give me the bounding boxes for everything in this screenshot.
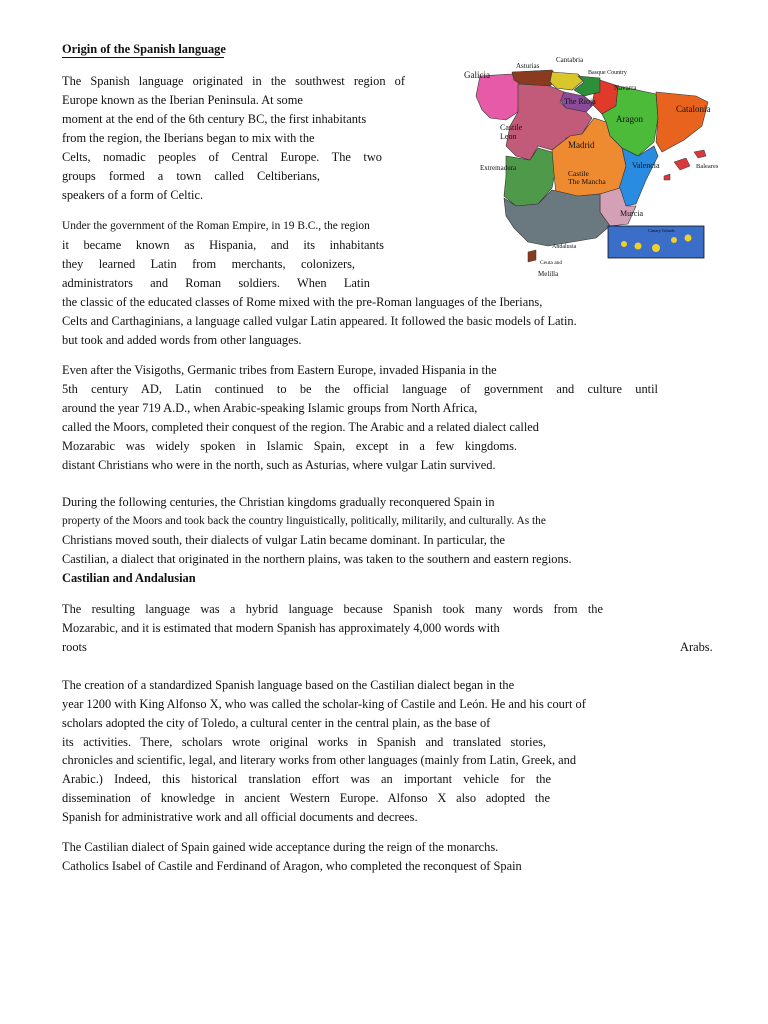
p7-line-1: The Castilian dialect of Spain gained wide acceptance during the reign of the monarchs. (62, 840, 499, 854)
p2-line-2: it became known as Hispania, and its inhabitants (62, 238, 384, 252)
canary-island-5 (685, 235, 692, 242)
p2-line-5: the classic of the educated classes of Rome mixed with the pre-Roman languages of the Iberians, (62, 295, 543, 309)
map-label-basque: Basque Country (588, 70, 627, 76)
map-label-aragon: Aragon (616, 114, 643, 124)
p4-line-4: Castilian, a dialect that originated in the northern plains, was taken to the southern and eastern regions. (62, 552, 572, 566)
p1-line-1: The Spanish language originated in the southwest region of (62, 74, 405, 88)
map-label-extremadura: Extremadura (480, 164, 517, 172)
p3-line-2: 5th century AD, Latin continued to be the official language of government and culture until (62, 382, 658, 396)
map-label-castile-leon-1: Castile (500, 123, 523, 132)
region-ceuta (528, 250, 536, 262)
p5-line-3-end: Arabs. (680, 640, 713, 654)
p4-line-3: Christians moved south, their dialects of vulgar Latin became dominant. In particular, the (62, 533, 506, 547)
p6-line-6: Arabic.) Indeed, this historical translation effort was an important vehicle for the (62, 772, 551, 786)
p6-line-8: Spanish for administrative work and all official documents and decrees. (62, 810, 418, 824)
p4-line-1: During the following centuries, the Christian kingdoms gradually reconquered Spain in (62, 495, 495, 509)
map-label-catalonia: Catalonia (676, 104, 711, 114)
p2-line-7: but took and added words from other languages. (62, 333, 302, 347)
p7-line-2: Catholics Isabel of Castile and Ferdinand of Aragon, who completed the reconquest of Spain (62, 859, 522, 873)
map-label-valencia: Valencia (632, 161, 660, 170)
p5-line-1: The resulting language was a hybrid language because Spanish took many words from the (62, 602, 603, 616)
map-label-navarra: Navarra (614, 84, 637, 92)
p2-line-6: Celts and Carthaginians, a language called vulgar Latin appeared. It followed the basic models of Latin. (62, 314, 577, 328)
title-underline (62, 57, 224, 58)
p2-line-1: Under the government of the Roman Empire, in 19 B.C., the region (62, 220, 370, 232)
p1-line-2: Europe known as the Iberian Peninsula. At some (62, 93, 303, 107)
p2-line-4: administrators and Roman soldiers. When Latin (62, 276, 370, 290)
canary-island-3 (652, 244, 660, 252)
spain-regions-map (460, 56, 718, 278)
p3-line-3: around the year 719 A.D., when Arabic-speaking Islamic groups from North Africa, (62, 401, 478, 415)
canary-island-2 (635, 243, 642, 250)
map-label-castile-mancha-1: Castile (568, 169, 589, 178)
p4-line-2: property of the Moors and took back the country linguistically, politically, militarily, and culturally. As the (62, 515, 546, 527)
p1-line-4: from the region, the Iberians began to mix with the (62, 131, 315, 145)
p1-line-3: moment at the end of the 6th century BC, the first inhabitants (62, 112, 367, 126)
p5-line-3: roots (62, 640, 87, 654)
p3-line-1: Even after the Visigoths, Germanic tribes from Eastern Europe, invaded Hispania in the (62, 363, 497, 377)
map-label-rioja: The Rioja (564, 97, 596, 106)
map-label-melilla: Melilla (538, 270, 559, 278)
p6-line-5: chronicles and scientific, legal, and literary works from other languages (mainly from Latin, Greek, and (62, 753, 577, 767)
p1-line-7: speakers of a form of Celtic. (62, 188, 204, 202)
p3-line-5: Mozarabic was widely spoken in Islamic Spain, except in a few kingdoms. (62, 439, 517, 453)
section-subheading: Castilian and Andalusian (62, 571, 196, 585)
map-label-canary: Canary Islands (648, 228, 675, 233)
p2-line-3: they learned Latin from merchants, colonizers, (62, 257, 355, 271)
p6-line-1: The creation of a standardized Spanish language based on the Castilian dialect began in the (62, 678, 515, 692)
map-label-ceuta: Ceuta and (540, 260, 563, 266)
region-baleares-2 (694, 150, 706, 158)
p3-line-4: called the Moors, completed their conquest of the region. The Arabic and a related dialect called (62, 420, 539, 434)
region-galicia (476, 74, 520, 120)
region-baleares-3 (664, 174, 670, 180)
p6-line-3: scholars adopted the city of Toledo, a cultural center in the central plain, as the base of (62, 716, 491, 730)
p1-line-5: Celts, nomadic peoples of Central Europe. The two (62, 150, 382, 164)
map-label-castile-leon-2: Leon (500, 132, 517, 141)
p3-line-6: distant Christians who were in the north, such as Asturias, where vulgar Latin survived. (62, 458, 496, 472)
canary-island-1 (621, 241, 627, 247)
map-label-baleares: Baleares (696, 163, 718, 170)
p6-line-4: its activities. There, scholars wrote original works in Spanish and translated stories, (62, 735, 546, 749)
map-label-castile-mancha-2: The Mancha (568, 177, 606, 186)
map-label-murcia: Murcia (620, 209, 644, 218)
map-label-asturias: Asturias (516, 62, 540, 70)
p6-line-7: dissemination of knowledge in ancient Western Europe. Alfonso X also adopted the (62, 791, 550, 805)
map-label-andalusia: Andalusia (552, 244, 577, 250)
page-title: Origin of the Spanish language (62, 42, 226, 56)
canary-island-4 (671, 237, 677, 243)
region-baleares-1 (674, 158, 690, 170)
p1-line-6: groups formed a town called Celtiberians, (62, 169, 320, 183)
p5-line-2: Mozarabic, and it is estimated that modern Spanish has approximately 4,000 words with (62, 621, 500, 635)
map-label-cantabria: Cantabria (556, 56, 584, 64)
map-label-madrid: Madrid (568, 140, 595, 150)
map-label-galicia: Galicia (464, 70, 490, 80)
region-catalonia (656, 92, 708, 152)
p6-line-2: year 1200 with King Alfonso X, who was called the scholar-king of Castile and León. He and his court of (62, 697, 586, 711)
